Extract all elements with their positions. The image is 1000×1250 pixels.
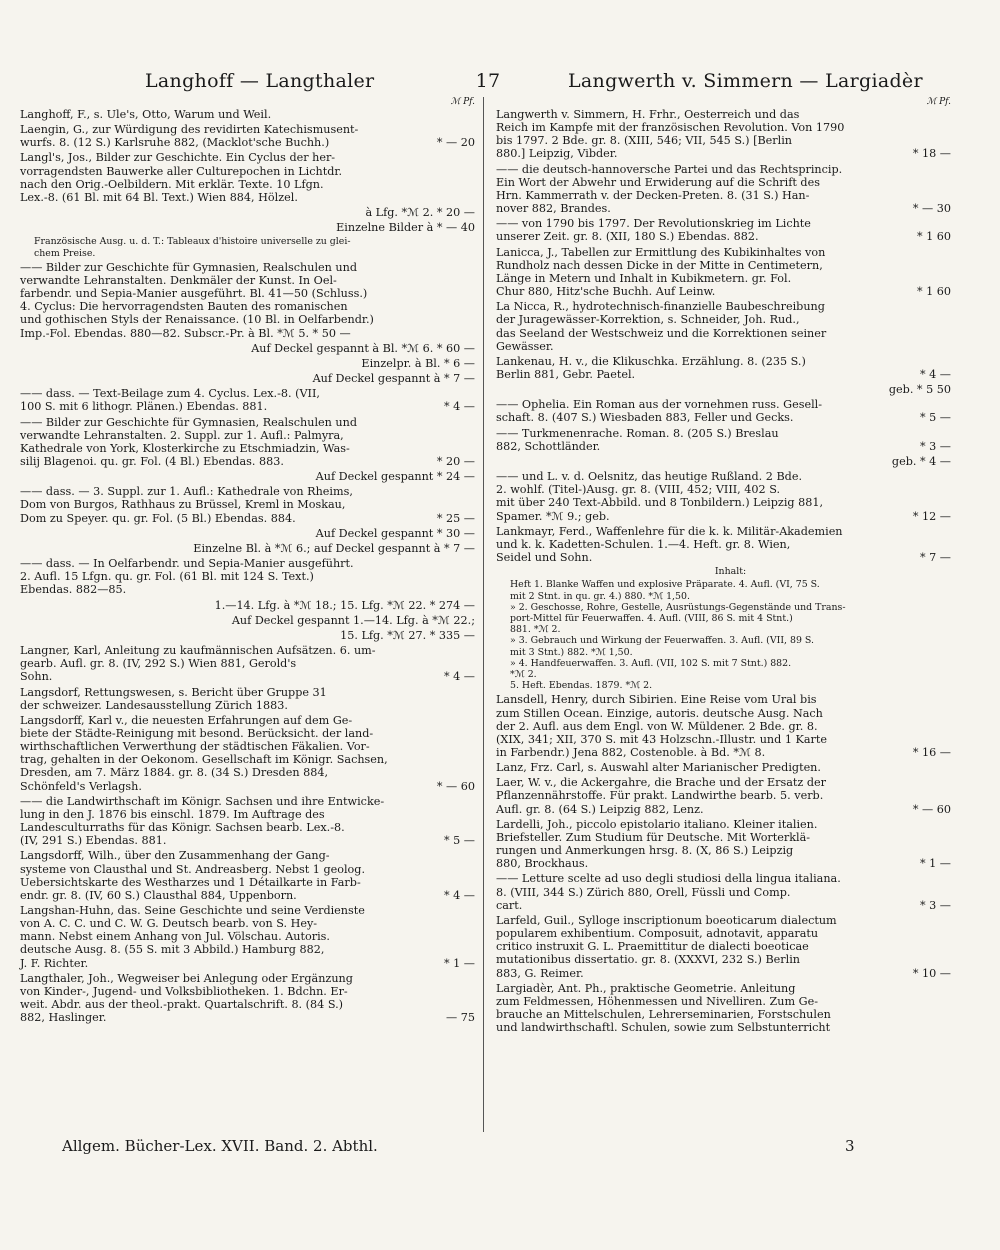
entry-price: * 4 —	[443, 400, 475, 414]
right-column	[496, 97, 951, 1036]
running-header-right: Langwerth v. Simmern — Largiadèr	[568, 70, 923, 92]
entry-line: —— Letture scelte ad uso degli studiosi della lingua italiana.	[496, 872, 841, 886]
footer-signature: Allgem. Bücher-Lex. XVII. Band. 2. Abthl.	[62, 1137, 378, 1155]
entry-line: 5. Heft. Ebendas. 1879. *ℳ 2.	[510, 680, 653, 692]
entry-line: 882, Schottländer.	[496, 439, 601, 453]
entry-line: Laer, W. v., die Ackergahre, die Brache und der Ersatz der	[496, 776, 827, 790]
entry-price: * 10 —	[912, 966, 951, 980]
entry-price: * 12 —	[912, 509, 951, 523]
bibliography-entry	[496, 455, 951, 468]
entry-line: der schweizer. Landesausstellung Zürich 1883.	[20, 698, 288, 712]
entry-line: und landwirthschaftl. Schulen, sowie zum Selbstunterricht	[496, 1021, 831, 1035]
entry-line: —— und L. v. d. Oelsnitz, das heutige Rußland. 2 Bde.	[496, 470, 803, 484]
entry-line: Imp.-Fol. Ebendas. 880—82. Subscr.-Pr. à Bl. *ℳ 5. * 50 —	[20, 326, 351, 340]
entry-line: *ℳ 2.	[510, 668, 537, 680]
entry-line: Lanicca, J., Tabellen zur Ermittlung des Kubikinhaltes von	[496, 245, 826, 259]
bibliography-entry	[496, 355, 951, 381]
entry-line: lung in den J. 1876 bis einschl. 1879. Im Auftrage des	[20, 807, 325, 821]
entry-price: * — 20	[436, 136, 475, 150]
entry-price: * — 60	[436, 779, 475, 793]
entry-line: Langsdorff, Karl v., die neuesten Erfahrungen auf dem Ge-	[20, 713, 353, 727]
entry-line: zum Stillen Ocean. Einzige, autoris. deutsche Ausg. Nach	[496, 706, 823, 720]
entry-line: Rundholz nach dessen Dicke in der Mitte in Centimetern,	[496, 258, 823, 272]
bibliography-entry	[20, 416, 475, 469]
entry-line: geb. * 4 —	[891, 454, 951, 468]
entry-line: 100 S. mit 6 lithogr. Plänen.) Ebendas. 881.	[20, 400, 268, 414]
entry-line: nover 882, Brandes.	[496, 202, 611, 216]
entry-line: Langshan-Huhn, das. Seine Geschichte und seine Verdienste	[20, 904, 365, 917]
entry-line: Auf Deckel gespannt * 30 —	[315, 526, 475, 540]
entry-price: * 5 —	[443, 834, 475, 848]
entry-line: Lardelli, Joh., piccolo epistolario italiano. Kleiner italien.	[496, 817, 818, 831]
entry-line: mit über 240 Text-Abbild. und 8 Tonbildern.) Leipzig 881,	[496, 496, 824, 510]
entry-line: systeme von Clausthal und St. Andreasberg. Nebst 1 geolog.	[20, 862, 365, 876]
bibliography-entry	[20, 714, 475, 793]
entry-line: und k. k. Kadetten-Schulen. 1.—4. Heft. gr. 8. Wien,	[496, 537, 791, 551]
bibliography-entry	[496, 579, 951, 691]
entry-price: * 25 —	[436, 511, 475, 525]
column-divider	[483, 97, 484, 1132]
bibliography-entry	[20, 387, 475, 413]
entry-line: » 2. Geschosse, Rohre, Gestelle, Ausrüstungs-Gegenstände und Trans-	[510, 601, 846, 613]
bibliography-entry	[496, 761, 951, 774]
entry-line: —— Turkmenenrache. Roman. 8. (205 S.) Breslau	[496, 426, 779, 440]
bibliography-entry	[496, 914, 951, 980]
entry-line: wirthschaftlichen Verwerthung der städtischen Fäkalien. Vor-	[20, 740, 370, 754]
entry-line: Einzelne Bl. à *ℳ 6.; auf Deckel gespannt à * 7 —	[193, 541, 475, 555]
entry-line: mit 3 Stnt.) 882. *ℳ 1,50.	[510, 646, 633, 658]
entry-line: Uebersichtskarte des Westharzes und 1 Détailkarte in Farb-	[20, 875, 361, 889]
entry-line: 880.] Leipzig, Vibder.	[496, 147, 618, 161]
bibliography-entry	[20, 972, 475, 1025]
entry-line: Langl's, Jos., Bilder zur Geschichte. Ein Cyclus der her-	[20, 151, 336, 165]
entry-line: (IV, 291 S.) Ebendas. 881.	[20, 834, 167, 848]
entry-line: der 2. Aufl. aus dem Engl. von W. Müldener. 2 Bde. gr. 8.	[496, 719, 818, 733]
entry-line: Chur 880, Hitz'sche Buchh. Auf Leinw.	[496, 285, 716, 299]
bibliography-entry	[496, 693, 951, 759]
entry-line: —— dass. — 3. Suppl. zur 1. Aufl.: Kathedrale von Rheims,	[20, 485, 353, 499]
entry-line: J. F. Richter.	[20, 956, 89, 970]
entry-line: unserer Zeit. gr. 8. (XII, 180 S.) Ebendas. 882.	[496, 230, 759, 244]
entry-price: * 18 —	[912, 147, 951, 161]
entry-price: * 1 —	[919, 857, 951, 871]
entry-line: popularem exhibentium. Composuit, adnotavit, apparatu	[496, 927, 819, 941]
bibliography-entry	[496, 982, 951, 1035]
entry-line: mutationibus dissertatio. gr. 8. (XXXVI, 232 S.) Berlin	[496, 953, 801, 967]
entry-line: 15. Lfg. *ℳ 27. * 335 —	[340, 628, 475, 642]
entry-line: Lankenau, H. v., die Klikuschka. Erzählung. 8. (235 S.)	[496, 354, 806, 368]
entry-line: Spamer. *ℳ 9.; geb.	[496, 509, 610, 523]
entry-line: Sohn.	[20, 670, 53, 684]
bibliography-entry	[496, 872, 951, 911]
entry-line: critico instruxit G. L. Praemittitur de dialecti boeoticae	[496, 940, 809, 954]
bibliography-entry	[20, 795, 475, 848]
entry-price: * 5 —	[919, 411, 951, 425]
entry-line: Langwerth v. Simmern, H. Frhr., Oesterreich und das	[496, 108, 800, 121]
bibliography-entry	[20, 644, 475, 683]
entry-line: port-Mittel für Feuerwaffen. 4. Aufl. (VIII, 86 S. mit 4 Stnt.)	[510, 612, 793, 624]
entry-line: —— Bilder zur Geschichte für Gymnasien, Realschulen und	[20, 415, 357, 429]
entry-line: nach den Orig.-Oelbildern. Mit erklär. Texte. 10 Lfgn.	[20, 177, 324, 191]
bibliography-entry	[20, 849, 475, 902]
entry-line: gearb. Aufl. gr. 8. (IV, 292 S.) Wien 881, Gerold's	[20, 657, 297, 671]
left-column	[20, 97, 475, 1026]
entry-line: Gewässer.	[496, 339, 554, 353]
entry-line: Einzelpr. à Bl. * 6 —	[361, 356, 475, 370]
entry-line: biete der Städte-Reinigung mit besond. Berücksicht. der land-	[20, 726, 374, 740]
entry-line: wurfs. 8. (12 S.) Karlsruhe 882, (Macklot'sche Buchh.)	[20, 136, 330, 150]
entry-line: 8. (VIII, 344 S.) Zürich 880, Orell, Füssli und Comp.	[496, 885, 791, 899]
bibliography-entry	[496, 300, 951, 353]
entry-price: * 1 —	[443, 956, 475, 970]
entry-line: Auf Deckel gespannt à Bl. *ℳ 6. * 60 —	[251, 341, 475, 355]
entry-line: Inhalt:	[714, 566, 747, 578]
entry-line: Auf Deckel gespannt 1.—14. Lfg. à *ℳ 22.;	[231, 613, 475, 627]
entry-line: in Farbendr.) Jena 882, Costenoble. à Bd. *ℳ 8.	[496, 746, 766, 760]
entry-line: Pflanzennährstoffe. Für prakt. Landwirthe bearb. 5. verb.	[496, 789, 824, 803]
bibliography-entry	[20, 904, 475, 970]
entry-line: verwandte Lehranstalten. Denkmäler der Kunst. In Oel-	[20, 273, 337, 287]
entry-line: » 3. Gebrauch und Wirkung der Feuerwaffen. 3. Aufl. (VII, 89 S.	[510, 635, 814, 647]
bibliography-entry	[20, 557, 475, 596]
entry-line: Reich im Kampfe mit der französischen Revolution. Von 1790	[496, 121, 845, 135]
entry-line: —— dass. — Text-Beilage zum 4. Cyclus. Lex.-8. (VII,	[20, 387, 320, 401]
entry-line: Seidel und Sohn.	[496, 551, 593, 564]
entry-line: schaft. 8. (407 S.) Wiesbaden 883, Feller und Gecks.	[496, 411, 794, 425]
bibliography-entry	[496, 108, 951, 161]
entry-line: Langsdorff, Wilh., über den Zusammenhang der Gang-	[20, 849, 330, 863]
bibliography-entry	[20, 357, 475, 370]
entry-line: das Seeland der Westschweiz und die Korrektionen seiner	[496, 326, 827, 340]
entry-line: weit. Abdr. aus der theol.-prakt. Quartalschrift. 8. (84 S.)	[20, 998, 344, 1012]
entry-line: Berlin 881, Gebr. Paetel.	[496, 367, 636, 381]
bibliography-entry	[20, 527, 475, 540]
bibliography-entry	[496, 525, 951, 564]
entry-price: * 7 —	[919, 551, 951, 564]
entry-price: * 3 —	[919, 439, 951, 453]
entry-price: * — 30	[912, 202, 951, 216]
entry-line: Kathedrale von York, Klosterkirche zu Etschmiadzin, Was-	[20, 441, 350, 455]
bibliography-entry	[496, 398, 951, 424]
bibliography-entry	[496, 566, 951, 577]
bibliography-entry	[20, 614, 475, 627]
unit-header-left: ℳ Pf.	[450, 97, 475, 107]
entry-line: —— die Landwirthschaft im Königr. Sachsen und ihre Entwicke-	[20, 794, 385, 808]
entry-line: (XIX, 341; XII, 370 S. mit 43 Holzschn.-Illustr. und 1 Karte	[496, 732, 827, 746]
entry-line: 2. Aufl. 15 Lfgn. qu. gr. Fol. (61 Bl. mit 124 S. Text.)	[20, 570, 314, 584]
bibliography-entry	[20, 542, 475, 555]
bibliography-entry	[20, 470, 475, 483]
entry-line: Französische Ausg. u. d. T.: Tableaux d'histoire universelle zu glei-	[34, 236, 351, 248]
bibliography-entry	[496, 470, 951, 523]
bibliography-entry	[496, 163, 951, 216]
entry-line: Laengin, G., zur Würdigung des revidirten Katechismusent-	[20, 123, 359, 137]
entry-line: 881. *ℳ 2.	[510, 624, 561, 636]
bibliography-entry	[20, 151, 475, 204]
entry-line: mit 2 Stnt. in qu. gr. 4.) 880. *ℳ 1,50.	[510, 590, 690, 602]
bibliography-entry	[20, 372, 475, 385]
entry-line: Dom zu Speyer. qu. gr. Fol. (5 Bl.) Ebendas. 884.	[20, 511, 296, 525]
bibliography-entry	[20, 485, 475, 524]
entry-line: Ein Wort der Abwehr und Erwiderung auf die Schrift des	[496, 175, 820, 189]
entry-line: trag, gehalten in der Oekonom. Gesellschaft im Königr. Sachsen,	[20, 753, 388, 767]
entry-line: von A. C. C. und C. W. G. Deutsch bearb. von S. Hey-	[20, 917, 318, 931]
entry-line: silij Blagenoi. qu. gr. Fol. (4 Bl.) Ebendas. 883.	[20, 455, 284, 468]
bibliography-entry	[496, 776, 951, 815]
entry-line: 4. Cyclus: Die hervorragendsten Bauten des romanischen	[20, 300, 348, 314]
entry-line: mann. Nebst einem Anhang von Jul. Völschau. Autoris.	[20, 930, 330, 944]
entry-price: * 4 —	[919, 367, 951, 381]
entry-line: Briefsteller. Zum Studium für Deutsche. Mit Worterklä-	[496, 830, 811, 844]
entry-line: Lex.-8. (61 Bl. mit 64 Bl. Text.) Wien 884, Hölzel.	[20, 190, 298, 204]
entry-line: Lankmayr, Ferd., Waffenlehre für die k. k. Militär-Akademien	[496, 524, 843, 538]
entry-line: von Kinder-, Jugend- und Volksbibliotheken. 1. Bdchn. Er-	[20, 984, 348, 998]
entry-line: à Lfg. *ℳ 2. * 20 —	[365, 206, 475, 220]
bibliography-entry	[20, 236, 475, 258]
entry-line: Länge in Metern und Inhalt in Kubikmetern. gr. Fol.	[496, 271, 792, 285]
entry-line: Schönfeld's Verlagsh.	[20, 779, 142, 793]
entry-line: Langsdorf, Rettungswesen, s. Bericht über Gruppe 31	[20, 685, 327, 699]
entry-price: * 20 —	[436, 455, 475, 468]
entry-line: Heft 1. Blanke Waffen und explosive Präparate. 4. Aufl. (VI, 75 S.	[510, 579, 820, 591]
entry-line: —— von 1790 bis 1797. Der Revolutionskrieg im Lichte	[496, 217, 811, 231]
bibliography-entry	[496, 383, 951, 396]
entry-line: Lanz, Frz. Carl, s. Auswahl alter Marianischer Predigten.	[496, 761, 821, 775]
entry-line: rungen und Anmerkungen hrsg. 8. (X, 86 S.) Leipzig	[496, 844, 794, 858]
entry-price: * 4 —	[443, 670, 475, 684]
bibliography-entry	[20, 629, 475, 642]
entry-line: 880, Brockhaus.	[496, 857, 589, 871]
entry-line: zum Feldmessen, Höhenmessen und Nivelliren. Zum Ge-	[496, 994, 818, 1008]
entry-line: —— dass. — In Oelfarbendr. und Sepia-Manier ausgeführt.	[20, 557, 354, 571]
bibliography-entry	[20, 261, 475, 340]
bibliography-entry	[496, 246, 951, 299]
footer-sheet-number: 3	[845, 1137, 855, 1155]
entry-price: * 16 —	[912, 746, 951, 760]
entry-line: Langner, Karl, Anleitung zu kaufmännischen Aufsätzen. 6. um-	[20, 644, 376, 658]
entry-line: farbendr. und Sepia-Manier ausgeführt. Bl. 41—50 (Schluss.)	[20, 287, 368, 301]
entry-line: Dresden, am 7. März 1884. gr. 8. (34 S.) Dresden 884,	[20, 766, 329, 780]
entry-line: endr. gr. 8. (IV, 60 S.) Clausthal 884, Uppenborn.	[20, 888, 297, 902]
entry-line: Langthaler, Joh., Wegweiser bei Anlegung oder Ergänzung	[20, 971, 353, 985]
entry-price: * 1 60	[916, 230, 951, 244]
page-number: 17	[475, 70, 501, 92]
entry-line: Larfeld, Guil., Sylloge inscriptionum boeoticarum dialectum	[496, 913, 837, 927]
entry-price: * 3 —	[919, 898, 951, 912]
entry-line: vorragendsten Bauwerke aller Culturepochen in Lichtdr.	[20, 164, 343, 178]
bibliography-entry	[496, 818, 951, 871]
entry-line: 883, G. Reimer.	[496, 966, 584, 980]
entry-line: Aufl. gr. 8. (64 S.) Leipzig 882, Lenz.	[496, 802, 704, 816]
entry-line: Lansdell, Henry, durch Sibirien. Eine Reise vom Ural bis	[496, 693, 817, 707]
bibliography-entry	[20, 206, 475, 219]
entry-price: * — 60	[912, 802, 951, 816]
entry-line: geb. * 5 50	[888, 383, 951, 397]
entry-line: 882, Haslinger.	[20, 1011, 107, 1025]
bibliography-entry	[496, 217, 951, 243]
entry-price: * 4 —	[443, 888, 475, 902]
entry-line: La Nicca, R., hydrotechnisch-finanzielle Baubeschreibung	[496, 300, 825, 314]
entry-price: * 1 60	[916, 285, 951, 299]
entry-line: Landesculturraths für das Königr. Sachsen bearb. Lex.-8.	[20, 821, 345, 835]
bibliography-entry	[20, 599, 475, 612]
entry-line: » 4. Handfeuerwaffen. 3. Aufl. (VII, 102 S. mit 7 Stnt.) 882.	[510, 657, 792, 669]
entry-line: und gothischen Styls der Renaissance. (10 Bl. in Oelfarbendr.)	[20, 313, 374, 327]
entry-line: Langhoff, F., s. Ule's, Otto, Warum und Weil.	[20, 108, 272, 121]
entry-line: —— Bilder zur Geschichte für Gymnasien, Realschulen und	[20, 260, 357, 274]
entry-line: brauche an Mittelschulen, Lehrerseminarien, Forstschulen	[496, 1007, 831, 1021]
entry-line: chem Preise.	[34, 247, 96, 259]
entry-line: der Juragewässer-Korrektion, s. Schneider, Joh. Rud.,	[496, 313, 800, 327]
unit-header-right: ℳ Pf.	[926, 97, 951, 107]
entry-line: bis 1797. 2 Bde. gr. 8. (XIII, 546; VII, 545 S.) [Berlin	[496, 134, 793, 148]
entry-price: — 75	[446, 1011, 475, 1025]
entry-line: Einzelne Bilder à * — 40	[336, 221, 475, 235]
bibliography-entry	[496, 427, 951, 453]
entry-line: 2. wohlf. (Titel-)Ausg. gr. 8. (VIII, 452; VIII, 402 S.	[496, 483, 781, 497]
entry-line: —— Ophelia. Ein Roman aus der vornehmen russ. Gesell-	[496, 398, 823, 412]
entry-line: cart.	[496, 898, 523, 912]
running-header-left: Langhoff — Langthaler	[145, 70, 375, 92]
bibliography-entry	[20, 123, 475, 149]
entry-line: deutsche Ausg. 8. (55 S. mit 3 Abbild.) Hamburg 882,	[20, 943, 325, 957]
entry-line: Hrn. Kammerrath v. der Decken-Preten. 8. (31 S.) Han-	[496, 188, 810, 202]
entry-line: Dom von Burgos, Rathhaus zu Brüssel, Kreml in Moskau,	[20, 498, 346, 512]
bibliography-entry	[20, 342, 475, 355]
bibliography-entry	[20, 221, 475, 234]
entry-line: 1.—14. Lfg. à *ℳ 18.; 15. Lfg. *ℳ 22. * 274 —	[214, 598, 475, 612]
entry-line: verwandte Lehranstalten. 2. Suppl. zur 1. Aufl.: Palmyra,	[20, 428, 344, 442]
entry-line: Ebendas. 882—85.	[20, 583, 127, 597]
bibliography-entry	[20, 108, 475, 121]
entry-line: Auf Deckel gespannt à * 7 —	[312, 372, 475, 386]
bibliography-entry	[20, 686, 475, 712]
entry-line: —— die deutsch-hannoversche Partei und das Rechtsprincip.	[496, 162, 843, 176]
entry-line: Largiadèr, Ant. Ph., praktische Geometrie. Anleitung	[496, 981, 796, 995]
entry-line: Auf Deckel gespannt * 24 —	[315, 470, 475, 484]
